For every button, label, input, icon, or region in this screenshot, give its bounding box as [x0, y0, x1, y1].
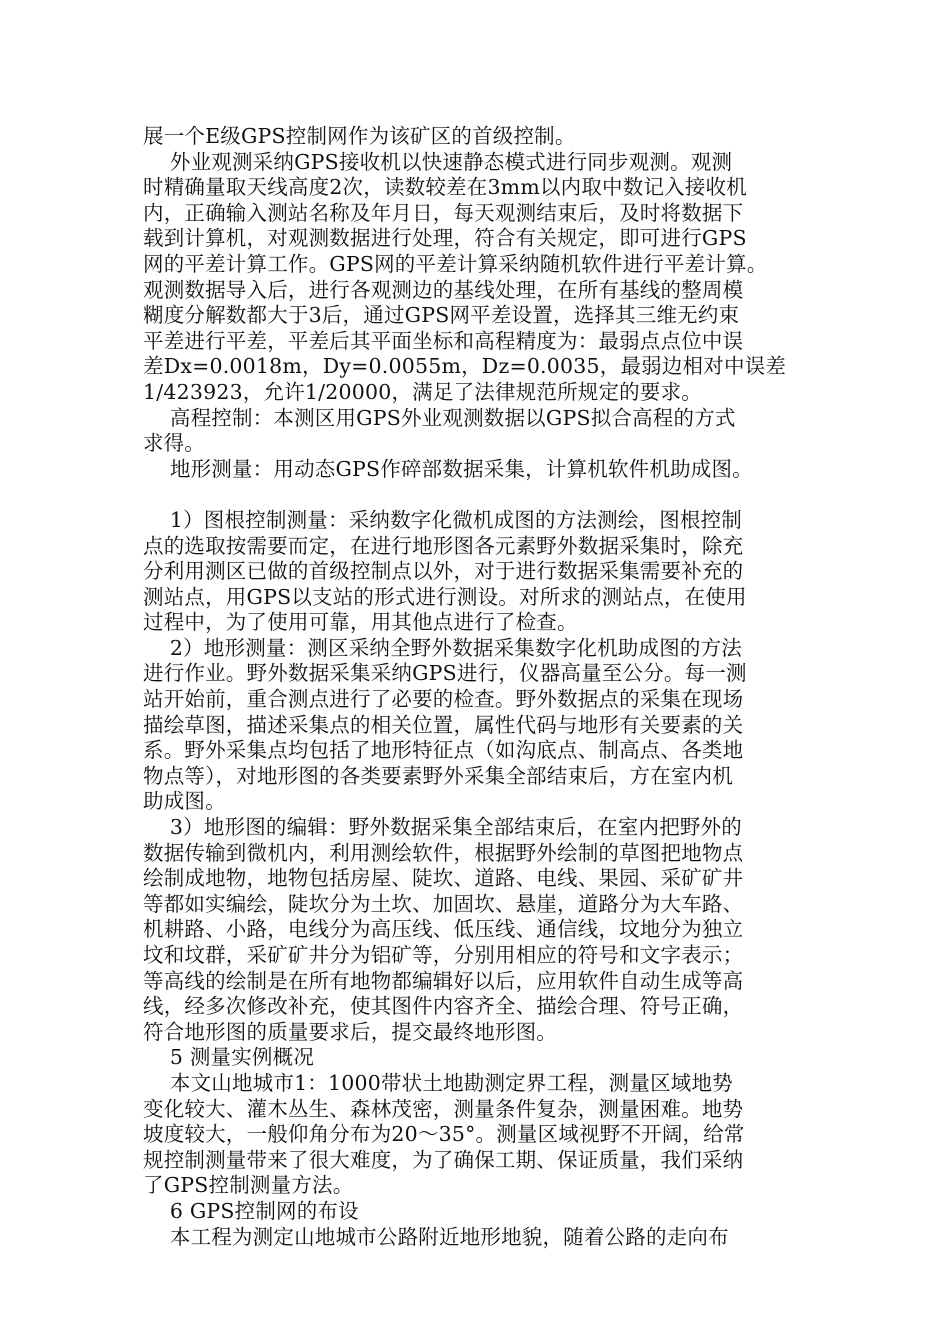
text-line: 展一个E级GPS控制网作为该矿区的首级控制。 [143, 124, 576, 148]
text-line: 本文山地城市1：1000带状土地勘测定界工程，测量区域地势 [143, 1070, 733, 1095]
text-line: 糊度分解数都大于3后，通过GPS网平差设置，选择其三维无约束 [143, 303, 740, 328]
text-line: 站开始前，重合测点进行了必要的检查。野外数据点的采集在现场 [143, 687, 744, 712]
text-line: 网的平差计算工作。GPS网的平差计算采纳随机软件进行平差计算。 [143, 251, 768, 276]
text-line: 绘制成地物，地物包括房屋、陡坎、道路、电线、果园、采矿矿井 [143, 866, 744, 891]
text-line: 系。野外采集点均包括了地形特征点（如沟底点、制高点、各类地 [143, 738, 744, 763]
text-line: 1）图根控制测量：采纳数字化微机成图的方法测绘，图根控制 [143, 507, 743, 532]
text-line: 1/423923，允许1/20000，满足了法律规范所规定的要求。 [143, 379, 702, 404]
text-line: 变化较大、灌木丛生、森林茂密，测量条件复杂，测量困难。地势 [143, 1096, 744, 1121]
text-line: 符合地形图的质量要求后，提交最终地形图。 [143, 1019, 557, 1044]
blank-line [143, 482, 815, 508]
text-line: 2）地形测量：测区采纳全野外数据采集数字化机助成图的方法 [143, 635, 743, 660]
text-line: 坟和坟群，采矿矿井分为铝矿等，分别用相应的符号和文字表示； [143, 943, 744, 967]
text-line: 机耕路、小路，电线分为高压线、低压线、通信线，坟地分为独立 [143, 917, 744, 942]
text-line: 差Dx=0.0018m，Dy=0.0055m，Dz=0.0035，最弱边相对中误差 [143, 354, 787, 379]
section-heading: 5 测量实例概况 [143, 1045, 315, 1070]
text-line: 分利用测区已做的首级控制点以外，对于进行数据采集需要补充的 [143, 559, 744, 584]
section-heading: 6 GPS控制网的布设 [143, 1198, 359, 1223]
text-line: 3）地形图的编辑：野外数据采集全部结束后，在室内把野外的 [143, 815, 743, 840]
text-line: 了GPS控制测量方法。 [143, 1173, 354, 1198]
text-line: 平差进行平差，平差后其平面坐标和高程精度为：最弱点点位中误 [143, 328, 744, 353]
text-line: 描绘草图，描述采集点的相关位置，属性代码与地形有关要素的关 [143, 712, 744, 737]
text-line: 等都如实编绘，陡坎分为土坎、加固坎、悬崖，道路分为大车路、 [143, 891, 744, 916]
text-line: 本工程为测定山地城市公路附近地形地貌，随着公路的走向布 [143, 1224, 729, 1249]
text-line: 线，经多次修改补充，使其图件内容齐全、描绘合理、符号正确， [143, 994, 744, 1019]
text-line: 测站点，用GPS以支站的形式进行测设。对所求的测站点，在使用 [143, 584, 747, 609]
text-line: 载到计算机，对观测数据进行处理，符合有关规定，即可进行GPS [143, 226, 747, 251]
text-line: 进行作业。野外数据采集采纳GPS进行，仪器高量至公分。每一测 [143, 661, 747, 686]
text-line: 物点等），对地形图的各类要素野外采集全部结束后，方在室内机 [143, 763, 734, 788]
body-text [143, 124, 815, 1250]
text-line: 规控制测量带来了很大难度，为了确保工期、保证质量，我们采纳 [143, 1147, 744, 1172]
text-line: 内，正确输入测站名称及年月日，每天观测结束后，及时将数据下 [143, 200, 744, 225]
text-line: 点的选取按需要而定，在进行地形图各元素野外数据采集时，除充 [143, 533, 744, 558]
text-line: 求得。 [143, 431, 206, 456]
text-line: 时精确量取天线高度2次，读数较差在3mm以内取中数记入接收机 [143, 175, 747, 200]
text-line: 外业观测采纳GPS接收机以快速静态模式进行同步观测。观测 [143, 149, 733, 174]
text-line: 数据传输到微机内，利用测绘软件，根据野外绘制的草图把地物点 [143, 840, 744, 865]
text-line: 地形测量：用动态GPS作碎部数据采集，计算机软件机助成图。 [143, 456, 753, 481]
text-line: 过程中，为了使用可靠，用其他点进行了检查。 [143, 610, 578, 635]
text-line: 助成图。 [143, 789, 226, 814]
text-line: 高程控制：本测区用GPS外业观测数据以GPS拟合高程的方式 [143, 405, 736, 430]
text-line: 坡度较大，一般仰角分布为20～35°。测量区域视野不开阔，给常 [143, 1122, 745, 1147]
text-line: 等高线的绘制是在所有地物都编辑好以后，应用软件自动生成等高 [143, 968, 744, 993]
text-line: 观测数据导入后，进行各观测边的基线处理，在所有基线的整周模 [143, 277, 744, 302]
